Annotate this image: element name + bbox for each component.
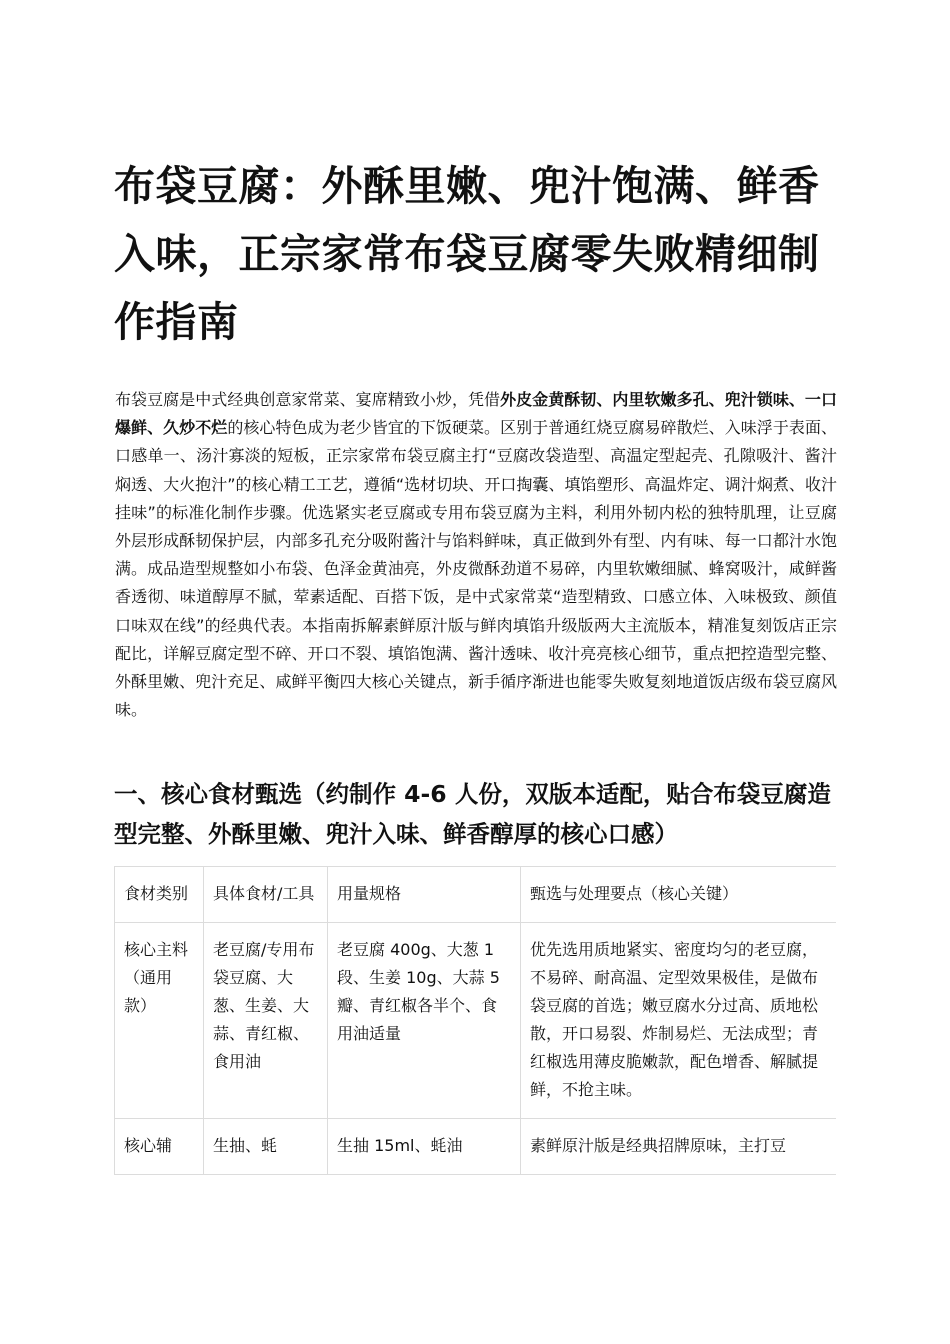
table-header-cell: 用量规格 (328, 867, 521, 923)
table-cell: 核心主料（通用款） (115, 923, 204, 1119)
table-cell: 素鲜原汁版是经典招牌原味，主打豆 (521, 1119, 837, 1175)
ingredients-table (114, 866, 836, 1175)
table-header-cell: 食材类别 (115, 867, 204, 923)
table-cell: 核心辅 (115, 1119, 204, 1175)
intro-bold-highlight: 外皮金黄酥韧、内里软嫩多孔、兜汁锁味、一口爆鲜、久炒不烂 (115, 390, 837, 438)
intro-paragraph (115, 386, 837, 724)
intro-text-2: 的核心特色成为老少皆宜的下饭硬菜。区别于普通红烧豆腐易碎散烂、入味浮于表面、口感单一、汤汁寡淡的短板，正宗家常布袋豆腐主打“豆腐改袋造型、高温定型起壳、孔隙吸汁、酱汁焖透、大火抱汁”的核心精工工艺，遵循“选材切块、开口掏囊、填馅塑形、高温炸定、调汁焖煮、收汁挂味”的标准化制作步骤。优选紧实老豆腐或专用布袋豆腐为主料，利用外韧内松的独特肌理，让豆腐外层形成酥韧保护层，内部多孔充分吸附酱汁与馅料鲜味，真正做到外有型、内有味、每一口都汁水饱满。成品造型规整如小布袋、色泽金黄油亮，外皮微酥劲道不易碎，内里软嫩细腻、蜂窝吸汁，咸鲜酱香透彻、味道醇厚不腻，荤素适配、百搭下饭，是中式家常菜“造型精致、口感立体、入味极致、颜值口味双在线”的经典代表。本指南拆解素鲜原汁版与鲜肉填馅升级版两大主流版本，精准复刻饭店正宗配比，详解豆腐定型不碎、开口不裂、填馅饱满、酱汁透味、收汁亮亮核心细节，重点把控造型完整、外酥里嫩、兜汁充足、咸鲜平衡四大核心关键点，新手循序渐进也能零失败复刻地道饭店级布袋豆腐风味。 (115, 418, 837, 720)
document-title: 布袋豆腐：外酥里嫩、兜汁饱满、鲜香入味，正宗家常布袋豆腐零失败精细制作指南 (114, 162, 820, 346)
table-cell: 优先选用质地紧实、密度均匀的老豆腐，不易碎、耐高温、定型效果极佳，是做布袋豆腐的首选；嫩豆腐水分过高、质地松散，开口易裂、炸制易烂、无法成型；青红椒选用薄皮脆嫩款，配色增香、解腻提鲜，不抢主味。 (521, 923, 837, 1119)
table-header-cell: 具体食材/工具 (204, 867, 328, 923)
ingredients-table-container (114, 866, 836, 1212)
intro-text-1: 布袋豆腐是中式经典创意家常菜、宴席精致小炒，凭借 (115, 390, 501, 409)
table-row (115, 923, 837, 1119)
table-header-row (115, 867, 837, 923)
table-cell: 生抽 15ml、蚝油 (328, 1119, 521, 1175)
table-header-cell: 甄选与处理要点（核心关键） (521, 867, 837, 923)
table-row (115, 1119, 837, 1175)
table-cell: 生抽、蚝 (204, 1119, 328, 1175)
section-heading-ingredients: 一、核心食材甄选（约制作 4-6 人份，双版本适配，贴合布袋豆腐造型完整、外酥里嫩、兜汁入味、鲜香醇厚的核心口感） (114, 780, 831, 848)
table-cell: 老豆腐/专用布袋豆腐、大葱、生姜、大蒜、青红椒、食用油 (204, 923, 328, 1119)
table-cell: 老豆腐 400g、大葱 1 段、生姜 10g、大蒜 5 瓣、青红椒各半个、食用油适量 (328, 923, 521, 1119)
